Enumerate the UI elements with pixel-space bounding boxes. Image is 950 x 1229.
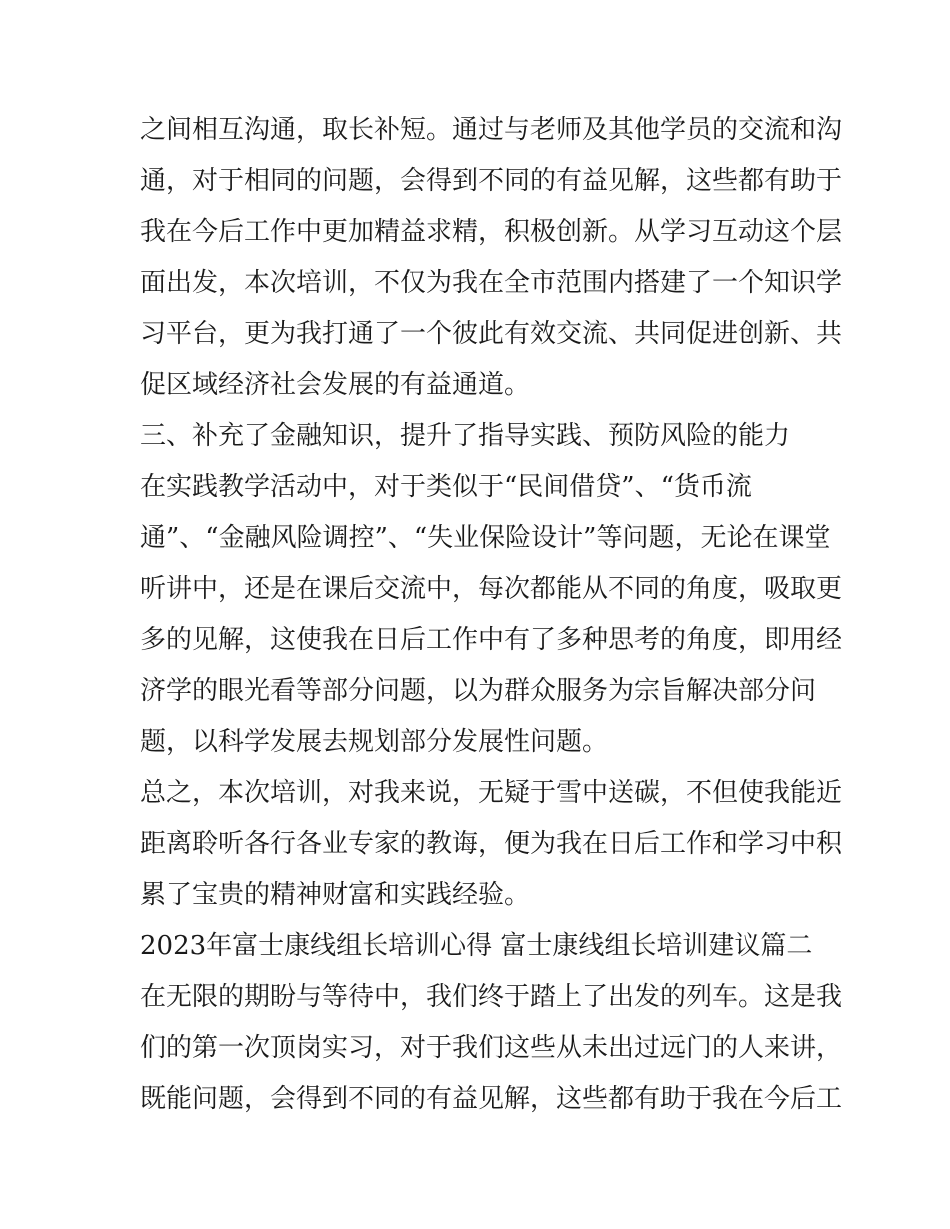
text-line: 在无限的期盼与等待中，我们终于踏上了出发的列车。这是我 xyxy=(140,982,843,1012)
text-line: 面出发，本次培训，不仅为我在全市范围内搭建了一个知识学 xyxy=(140,268,843,298)
document-body xyxy=(140,105,843,1125)
text-line: 通”、“金融风险调控”、“失业保险设计”等问题，无论在课堂 xyxy=(140,523,831,553)
text-line: 促区域经济社会发展的有益通道。 xyxy=(140,370,531,400)
text-line: 习平台，更为我打通了一个彼此有效交流、共同促进创新、共 xyxy=(140,319,843,349)
text-line: 总之，本次培训，对我来说，无疑于雪中送碳，不但使我能近 xyxy=(140,778,843,808)
article-title: 2023年富士康线组长培训心得 富士康线组长培训建议篇二 xyxy=(140,931,813,961)
text-line: 既能问题，会得到不同的有益见解，这些都有助于我在今后工 xyxy=(140,1084,843,1114)
text-line: 之间相互沟通，取长补短。通过与老师及其他学员的交流和沟 xyxy=(140,115,843,145)
text-line: 济学的眼光看等部分问题，以为群众服务为宗旨解决部分问 xyxy=(140,676,817,706)
text-line: 距离聆听各行各业专家的教诲，便为我在日后工作和学习中积 xyxy=(140,829,843,859)
text-line: 多的见解，这使我在日后工作中有了多种思考的角度，即用经 xyxy=(140,625,843,655)
text-line: 听讲中，还是在课后交流中，每次都能从不同的角度，吸取更 xyxy=(140,574,843,604)
text-line: 通，对于相同的问题，会得到不同的有益见解，这些都有助于 xyxy=(140,166,843,196)
text-line: 我在今后工作中更加精益求精，积极创新。从学习互动这个层 xyxy=(140,217,843,247)
text-line: 题，以科学发展去规划部分发展性问题。 xyxy=(140,727,609,757)
section-heading: 三、补充了金融知识，提升了指导实践、预防风险的能力 xyxy=(140,421,791,451)
text-line: 累了宝贵的精神财富和实践经验。 xyxy=(140,880,531,910)
text-line: 们的第一次顶岗实习，对于我们这些从未出过远门的人来讲， xyxy=(140,1033,843,1063)
text-line: 在实践教学活动中，对于类似于“民间借贷”、“货币流 xyxy=(140,472,752,502)
